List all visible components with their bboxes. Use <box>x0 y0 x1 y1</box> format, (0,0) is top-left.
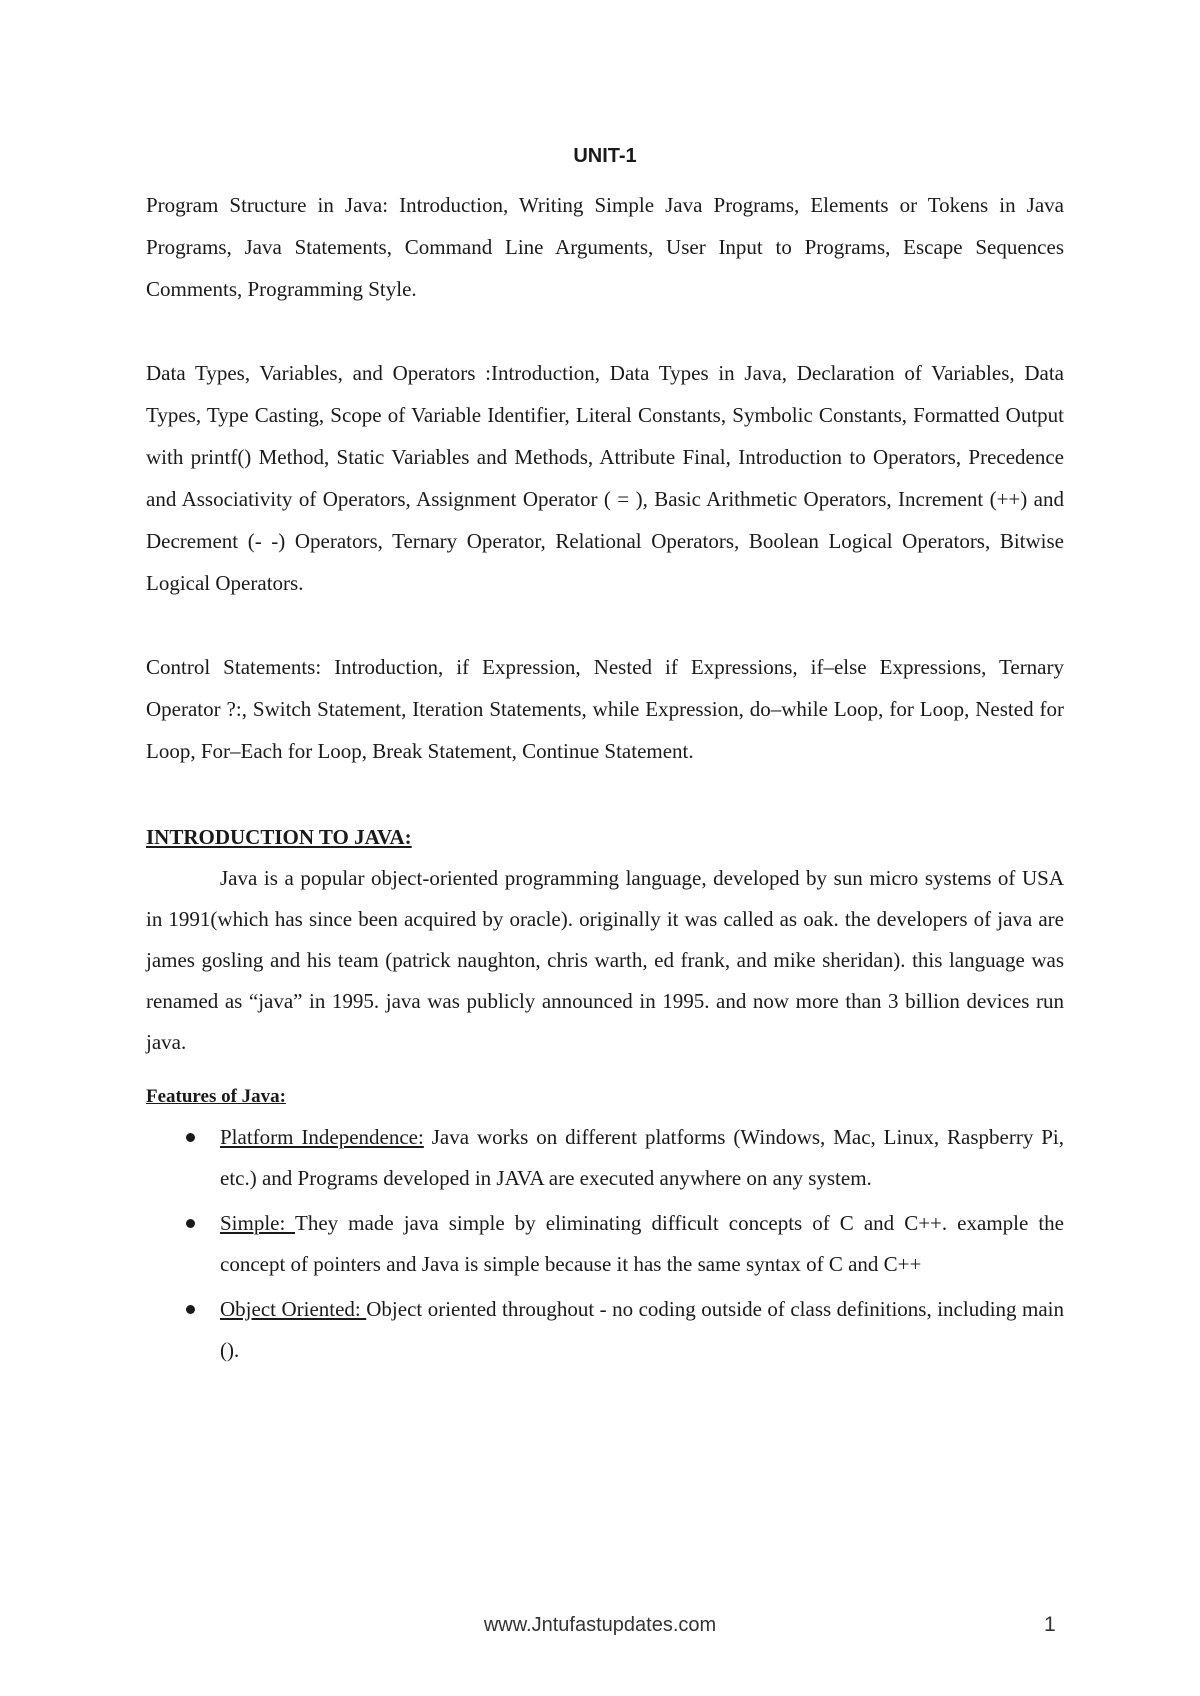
feature-name: Simple: <box>220 1211 295 1235</box>
feature-text: Java works on different platforms (Windows, Mac, Linux, Raspberry Pi, etc.) and Programs developed in JAVA are executed anywhere on any system. <box>220 1125 1065 1190</box>
syllabus-data-types: Data Types, Variables, and Operators :Introduction, Data Types in Java, Declaration of Variables, Data Types, Type Casting, Scope of Variable Identifier, Literal Constants, Symbolic Constants, Formatted Output with printf() Method, Static Variables and Methods, Attribute Final, Introduction to Operators, Precedence and Associativity of Operators, Assignment Operator ( = ), Basic Arithmetic Operators, Increment (++) and Decrement (- -) Operators, Ternary Operator, Relational Operators, Boolean Logical Operators, Bitwise Logical Operators. <box>146 361 1064 595</box>
syllabus-section <box>146 184 1064 772</box>
feature-name: Object Oriented: <box>220 1297 367 1321</box>
intro-paragraph: Java is a popular object-oriented programming language, developed by sun micro systems of USA in 1991(which has since been acquired by oracle). originally it was called as oak. the developers of java are james gosling and his team (patrick naughton, chris warth, ed frank, and mike sheridan). this language was renamed as “java” in 1995. java was publicly announced in 1995. and now more than 3 billion devices run java. <box>146 866 1064 1054</box>
list-item <box>146 1203 1064 1285</box>
feature-text: Object oriented throughout - no coding outside of class definitions, including main (). <box>220 1297 1064 1362</box>
intro-heading: INTRODUCTION TO JAVA: <box>146 825 412 849</box>
unit-title: UNIT-1 <box>573 145 637 167</box>
feature-name: Platform Independence: <box>220 1125 424 1149</box>
feature-text: They made java simple by eliminating difficult concepts of C and C++. example the concept of pointers and Java is simple because it has the same syntax of C and C++ <box>220 1211 1064 1276</box>
list-item <box>146 1117 1064 1199</box>
list-item <box>146 1289 1064 1371</box>
syllabus-program-structure: Program Structure in Java: Introduction, Writing Simple Java Programs, Elements or Tokens in Java Programs, Java Statements, Command Line Arguments, User Input to Programs, Escape Sequences Comments, Programming Style. <box>146 193 1064 301</box>
page-number: 1 <box>1044 1613 1056 1636</box>
bullet-icon <box>186 1219 195 1228</box>
syllabus-control-statements: Control Statements: Introduction, if Expression, Nested if Expressions, if–else Expressions, Ternary Operator ?:, Switch Statement, Iteration Statements, while Expression, do–while Loop, for Loop, Nested for Loop, For–Each for Loop, Break Statement, Continue Statement. <box>146 655 1064 763</box>
features-list <box>146 1117 1064 1371</box>
bullet-icon <box>186 1305 195 1314</box>
features-heading: Features of Java: <box>146 1086 287 1107</box>
bullet-icon <box>186 1133 195 1142</box>
page-content <box>146 142 1064 1375</box>
footer-url: www.Jntufastupdates.com <box>483 1614 717 1636</box>
